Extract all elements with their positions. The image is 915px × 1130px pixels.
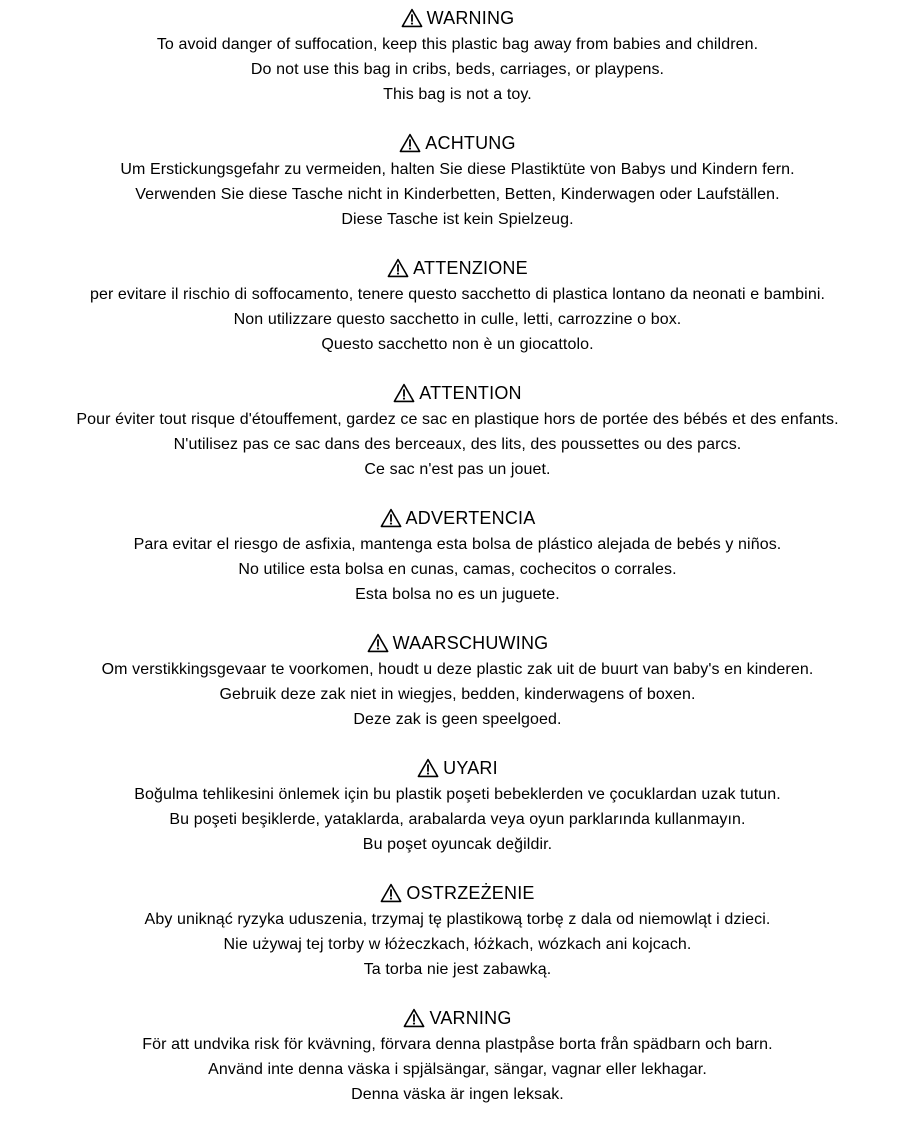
section-title: OSTRZEŻENIE <box>406 883 535 903</box>
warning-triangle-icon <box>393 383 415 403</box>
warning-line: To avoid danger of suffocation, keep this plastic bag away from babies and children. <box>156 36 759 53</box>
warning-triangle-icon <box>401 8 423 28</box>
warning-section-es <box>0 505 915 630</box>
section-title: ATTENTION <box>419 383 522 403</box>
warning-line: Verwenden Sie diese Tasche nicht in Kinderbetten, Betten, Kinderwagen oder Laufställen. <box>135 186 780 203</box>
warning-line: Para evitar el riesgo de asfixia, mantenga esta bolsa de plástico alejada de bebés y niños. <box>133 536 782 553</box>
warning-triangle-icon <box>417 758 439 778</box>
warning-line: Diese Tasche ist kein Spielzeug. <box>341 211 574 228</box>
warning-line: Questo sacchetto non è un giocattolo. <box>321 336 594 353</box>
warning-line: No utilice esta bolsa en cunas, camas, cochecitos o corrales. <box>238 561 677 578</box>
warning-line: N'utilisez pas ce sac dans des berceaux, des lits, des poussettes ou des parcs. <box>173 436 742 453</box>
section-heading <box>0 380 915 407</box>
section-heading <box>0 755 915 782</box>
section-heading <box>0 630 915 657</box>
warning-section-nl <box>0 630 915 755</box>
section-title: ACHTUNG <box>425 133 516 153</box>
warning-triangle-icon <box>380 508 402 528</box>
section-title: VARNING <box>429 1008 512 1028</box>
warning-section-fr <box>0 380 915 505</box>
warning-line: För att undvika risk för kvävning, förvara denna plastpåse borta från spädbarn och barn. <box>142 1036 773 1053</box>
warning-line: per evitare il rischio di soffocamento, tenere questo sacchetto di plastica lontano da neonati e bambini. <box>89 286 826 303</box>
warning-section-it <box>0 255 915 380</box>
warning-line: Um Erstickungsgefahr zu vermeiden, halten Sie diese Plastiktüte von Babys und Kindern fern. <box>120 161 795 178</box>
section-title: ADVERTENCIA <box>405 508 536 528</box>
warning-triangle-icon <box>380 883 402 903</box>
warning-line: Använd inte denna väska i spjälsängar, sängar, vagnar eller lekhagar. <box>208 1061 707 1078</box>
warning-line: Esta bolsa no es un juguete. <box>355 586 560 603</box>
section-heading <box>0 130 915 157</box>
warning-line: Bu poşet oyuncak değildir. <box>362 836 553 853</box>
warning-section-en <box>0 5 915 130</box>
warning-line: Boğulma tehlikesini önlemek için bu plastik poşeti bebeklerden ve çocuklardan uzak tutun. <box>134 786 781 803</box>
warning-triangle-icon <box>403 1008 425 1028</box>
warning-line: Do not use this bag in cribs, beds, carriages, or playpens. <box>250 61 665 78</box>
warning-line: This bag is not a toy. <box>383 86 532 103</box>
warning-line: Ce sac n'est pas un jouet. <box>364 461 551 478</box>
section-heading <box>0 505 915 532</box>
warning-line: Ta torba nie jest zabawką. <box>363 961 552 978</box>
warning-section-sv <box>0 1005 915 1130</box>
warning-line: Om verstikkingsgevaar te voorkomen, houdt u deze plastic zak uit de buurt van baby's en kinderen. <box>101 661 814 678</box>
section-title: UYARI <box>443 758 498 778</box>
section-heading <box>0 5 915 32</box>
warning-line: Gebruik deze zak niet in wiegjes, bedden, kinderwagens of boxen. <box>219 686 696 703</box>
warning-line: Non utilizzare questo sacchetto in culle, letti, carrozzine o box. <box>233 311 682 328</box>
warning-line: Aby uniknąć ryzyka uduszenia, trzymaj tę plastikową torbę z dala od niemowląt i dzieci. <box>144 911 771 928</box>
section-heading <box>0 255 915 282</box>
warning-line: Denna väska är ingen leksak. <box>351 1086 564 1103</box>
warning-section-pl <box>0 880 915 1005</box>
warning-line: Pour éviter tout risque d'étouffement, gardez ce sac en plastique hors de portée des bébés et des enfants. <box>76 411 839 428</box>
warning-section-tr <box>0 755 915 880</box>
section-title: WAARSCHUWING <box>392 633 549 653</box>
warning-line: Deze zak is geen speelgoed. <box>353 711 562 728</box>
warning-triangle-icon <box>387 258 409 278</box>
section-title: ATTENZIONE <box>413 258 528 278</box>
warning-triangle-icon <box>399 133 421 153</box>
warning-section-de <box>0 130 915 255</box>
section-heading <box>0 880 915 907</box>
warning-line: Nie używaj tej torby w łóżeczkach, łóżkach, wózkach ani kojcach. <box>223 936 692 953</box>
warning-line: Bu poşeti beşiklerde, yataklarda, arabalarda veya oyun parklarında kullanmayın. <box>169 811 746 828</box>
warning-triangle-icon <box>367 633 389 653</box>
section-title: WARNING <box>426 8 515 28</box>
section-heading <box>0 1005 915 1032</box>
